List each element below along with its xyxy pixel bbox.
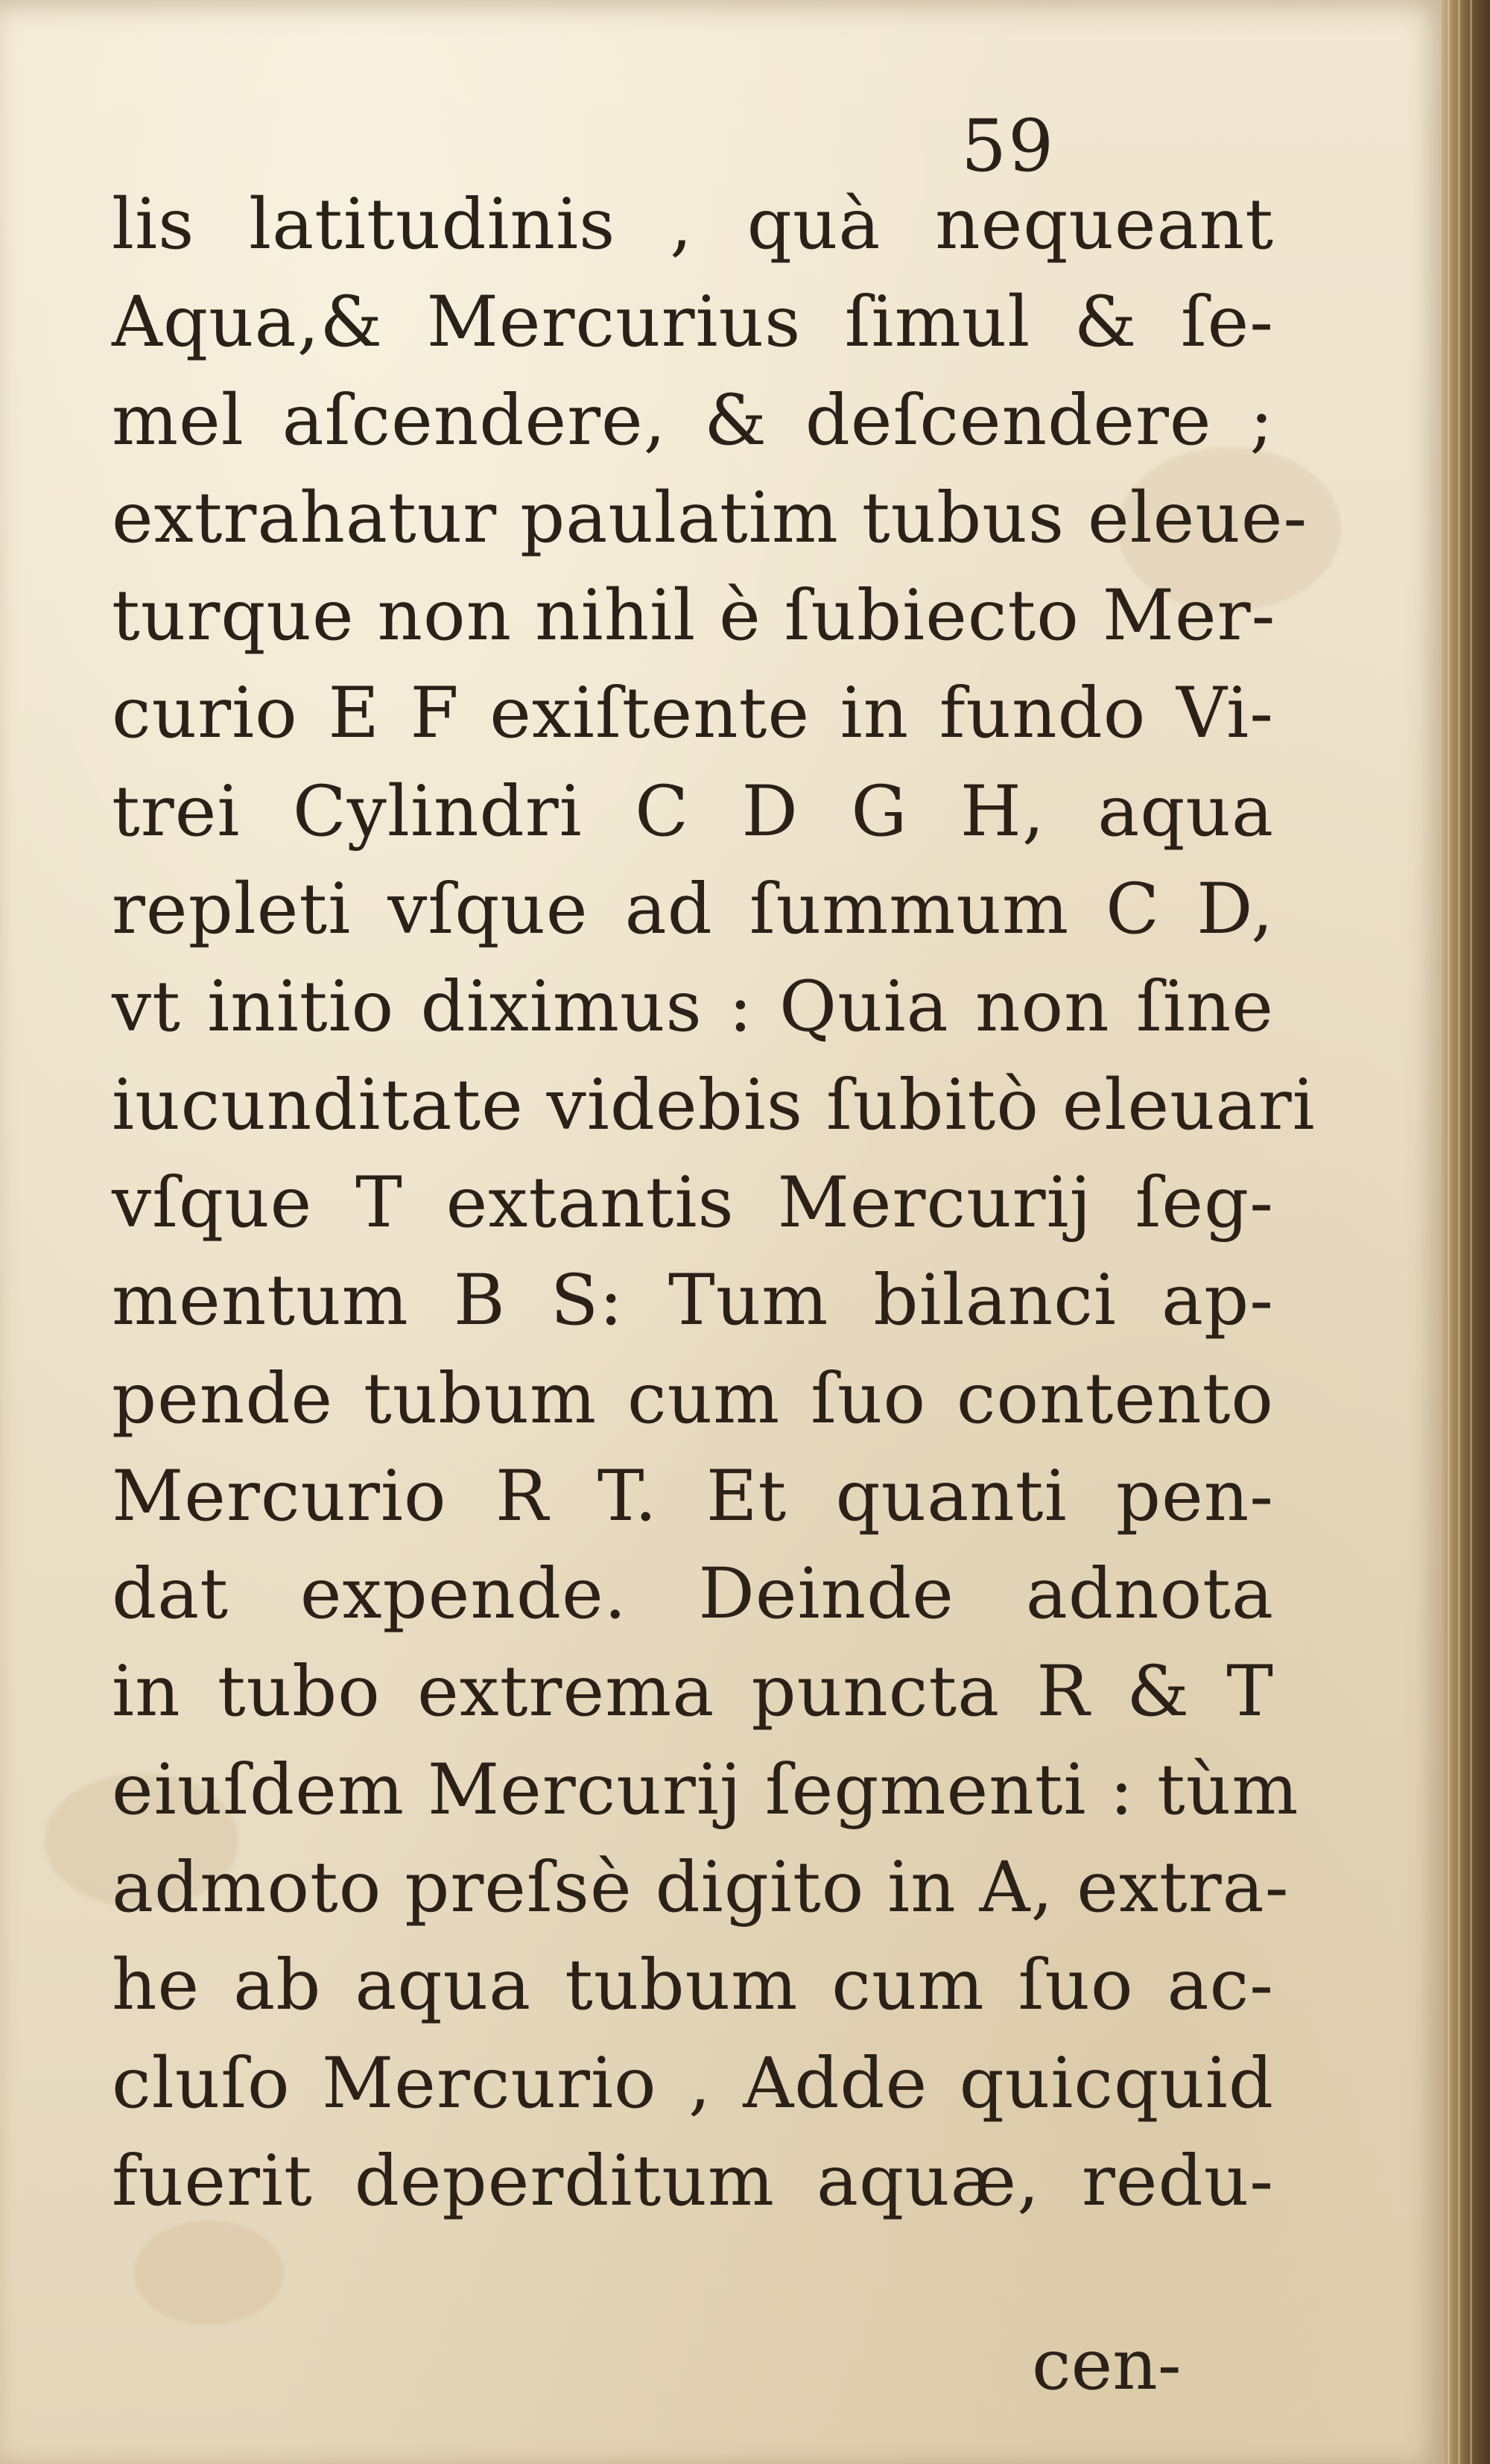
- text-line: he ab aqua tubum cum ſuo ac-: [112, 1945, 1274, 2027]
- page-edge-line: [1470, 0, 1472, 2464]
- text-line: iucunditate videbis ſubitò eleuari: [112, 1064, 1316, 1146]
- text-line: turque non nihil è ſubiecto Mer-: [112, 575, 1276, 657]
- catchword: cen-: [1032, 2325, 1182, 2406]
- text-line: dat expende. Deinde adnota: [112, 1554, 1274, 1635]
- text-line: mel aſcendere, & deſcendere ;: [112, 379, 1274, 461]
- text-line: trei Cylindri C D G H, aqua: [112, 770, 1274, 852]
- page-edge-shadow: [1442, 0, 1490, 2464]
- text-line: vſque T extantis Mercurij ſeg-: [112, 1162, 1274, 1244]
- text-line: repleti vſque ad ſummum C D,: [112, 869, 1274, 951]
- page-number: 59: [961, 104, 1056, 188]
- text-line: curio E F exiſtente in fundo Vi-: [112, 673, 1274, 755]
- text-line: pende tubum cum ſuo contento: [112, 1358, 1274, 1440]
- text-line: admoto preſsè digito in A, extra-: [112, 1847, 1290, 1929]
- page-edge-line: [1448, 0, 1450, 2464]
- text-line: Aqua,& Mercurius ſimul & ſe-: [112, 282, 1274, 364]
- text-line: fuerit deperditum aquæ, redu-: [112, 2140, 1274, 2222]
- paper-stain: [134, 2220, 283, 2325]
- text-line: in tubo extrema puncta R & T: [112, 1651, 1274, 1733]
- text-line: Mercurio R T. Et quanti pen-: [112, 1455, 1274, 1537]
- text-line: extrahatur paulatim tubus eleue-: [112, 477, 1308, 559]
- body-text: [112, 184, 1316, 2222]
- text-line: lis latitudinis , quà nequeant: [112, 184, 1274, 265]
- page-edge-line: [1458, 0, 1460, 2464]
- text-line: vt initio diximus : Quia non ſine: [112, 966, 1274, 1048]
- text-line: mentum B S: Tum bilanci ap-: [112, 1260, 1274, 1342]
- text-line: eiuſdem Mercurij ſegmenti : tùm: [112, 1749, 1299, 1831]
- text-line: cluſo Mercurio , Adde quicquid: [112, 2042, 1274, 2124]
